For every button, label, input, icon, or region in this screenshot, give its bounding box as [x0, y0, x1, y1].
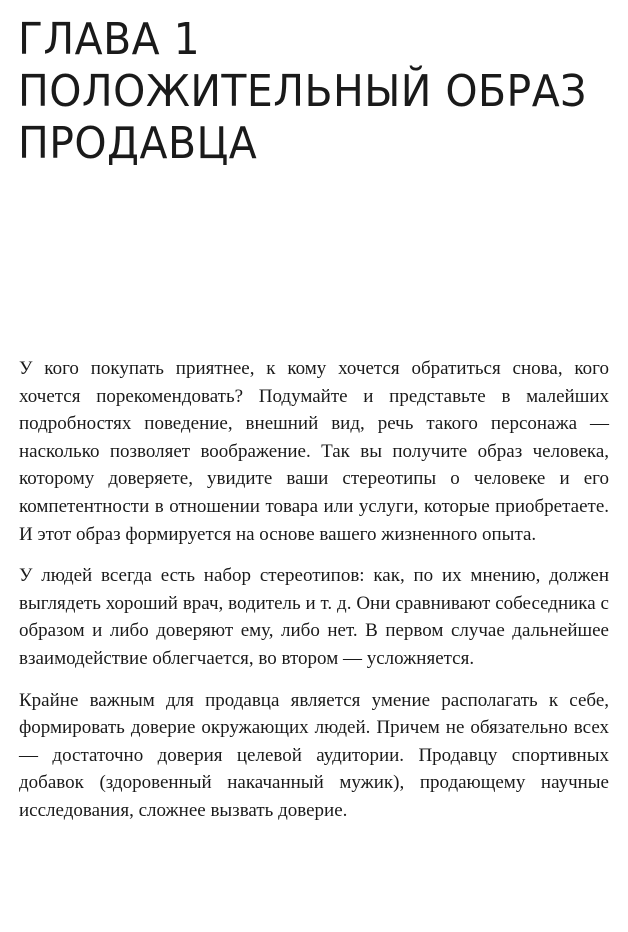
paragraph-3: Крайне важным для продавца является умение располагать к себе, формировать доверие окружающих людей. Причем не обязательно всех — достаточно доверия целевой аудитории. Продавцу спортивных добавок (здоровенный накачанный мужик), продающему научные исследования, сложнее вызвать доверие. [19, 689, 609, 821]
paragraph-1: У кого покупать приятнее, к кому хочется обратиться снова, кого хочется порекомендовать? Подумайте и представьте в малейших подробностях поведение, внешний вид, речь такого персонажа — насколько позволяет воображение. Так вы получите образ человека, которому доверяете, увидите ваши стереотипы о человеке и его компетентности в отношении товара или услуги, которые приобретаете. И этот образ формируется на основе вашего жизненного опыта. [19, 358, 609, 545]
chapter-heading [18, 14, 587, 170]
chapter-title-line-2: ПРОДАВЦА [18, 118, 258, 169]
chapter-title-line-1: ПОЛОЖИТЕЛЬНЫЙ ОБРАЗ [18, 66, 587, 117]
chapter-body [19, 355, 609, 839]
paragraph-2: У людей всегда есть набор стереотипов: как, по их мнению, должен выглядеть хороший врач, водитель и т. д. Они сравнивают собеседника с образом и либо доверяют ему, либо нет. В первом случае дальнейшее взаимодействие облегчается, во втором — усложняется. [19, 565, 609, 669]
chapter-number: ГЛАВА 1 [18, 14, 201, 65]
